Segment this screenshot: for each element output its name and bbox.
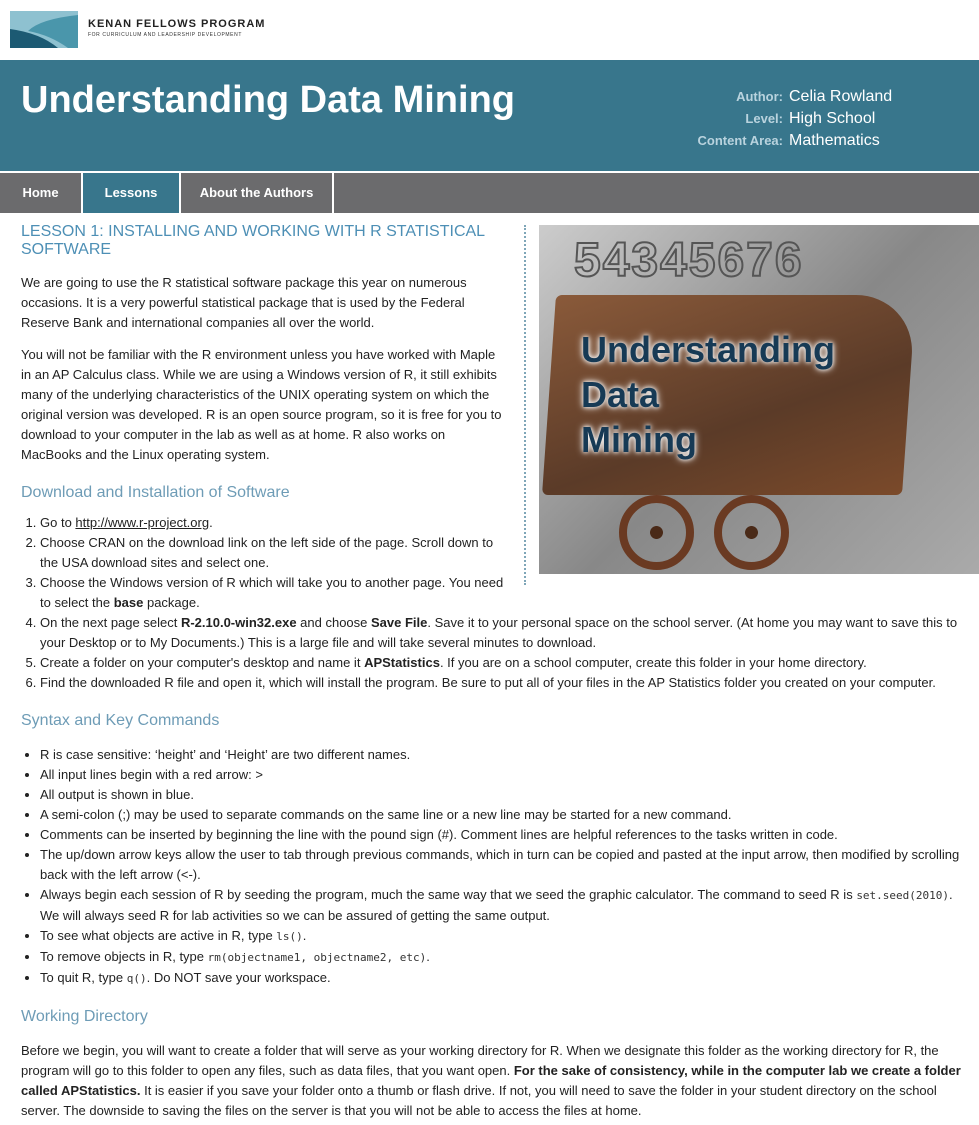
main-nav [0,173,979,213]
download-heading: Download and Installation of Software [21,484,290,501]
list-item: 6. Find the downloaded R file and open it, which will install the program. Be sure to put all of your files in the AP Statistics folder you created on your computer. [40,673,963,693]
intro-paragraph: You will not be familiar with the R environment unless you have worked with Maple in an AP Calculus class. While we are using a Windows version of R, it still exhibits many of the underlying characteristics of the UNIX operating system on which the original version was developed. R is an open source program, so it is free for you to download to your computer in the lab as well as at home. R also works on MacBooks and the Linux operating system. [21,347,502,462]
list-item: • A semi-colon (;) may be used to separate commands on the same line or a new line may be started for a new command. [40,805,963,825]
logo-mark-icon [10,11,78,48]
hero-text-line: Mining [581,419,697,460]
logo-subtitle: FOR CURRICULUM AND LEADERSHIP DEVELOPMENT [88,32,242,38]
list-item: • All input lines begin with a red arrow: > [40,765,963,785]
r-project-link[interactable]: http://www.r-project.org [75,515,210,530]
syntax-list [40,745,963,989]
hero-image-container [524,225,979,585]
hero-text-line: Data [581,374,660,415]
header-banner [0,60,979,171]
list-item: • R is case sensitive: ‘height’ and ‘Height’ are two different names. [40,745,963,765]
hero-numbers: 54345676 [574,234,804,287]
hero-image [539,225,979,574]
list-item: • Comments can be inserted by beginning the line with the pound sign (#). Comment lines are helpful references to the tasks written in code. [40,825,963,845]
nav-home[interactable]: Home [0,173,83,213]
list-item: • Always begin each session of R by seeding the program, much the same way that we seed the graphic calculator. The command to seed R is set.seed(2010). We will always seed R for lab activities so we can be assured of getting the same output. [40,885,963,926]
logo-name: KENAN FELLOWS PROGRAM [88,18,266,30]
list-item: • To quit R, type q(). Do NOT save your workspace. [40,968,963,989]
list-item: 1. Go to http://www.r-project.org. [40,513,963,533]
hero-text-line: Understanding [581,329,836,370]
nav-lessons[interactable]: Lessons [83,173,181,213]
syntax-heading: Syntax and Key Commands [21,712,220,729]
main-content [0,213,979,1121]
author-value: Celia Rowland [789,88,893,105]
list-item: 4. On the next page select R-2.10.0-win32.exe and choose Save File. Save it to your personal space on the school server. (At home you may want to save this to your Desktop or to My Documents.) This is a large file and will take several minutes to download. [40,613,963,653]
list-item: • To see what objects are active in R, type ls(). [40,926,963,947]
lesson-title: LESSON 1: INSTALLING AND WORKING WITH R STATISTICAL SOFTWARE [21,223,485,258]
author-label: Author: [736,89,783,104]
list-item: 5. Create a folder on your computer's desktop and name it APStatistics. If you are on a school computer, create this folder in your home directory. [40,653,963,673]
content-area-value: Mathematics [789,132,880,149]
cart-wheel [619,495,694,570]
list-item: • The up/down arrow keys allow the user to tab through previous commands, which in turn can be copied and pasted at the input arrow, then modified by scrolling back with the left arrow (<-). [40,845,963,885]
list-item: • To remove objects in R, type rm(objectname1, objectname2, etc). [40,947,963,968]
list-item: 2. Choose CRAN on the download link on the left side of the page. Scroll down to the USA download sites and select one. [40,533,963,573]
level-value: High School [789,110,876,127]
hero-text [581,327,835,462]
site-logo[interactable] [0,0,979,60]
list-item: 3. Choose the Windows version of R which will take you to another page. You need to select the base package. [40,573,963,613]
working-directory-paragraph: Before we begin, you will want to create a folder that will serve as your working directory for R. When we designate this folder as the working directory for R, the program will go to this folder to open any files, such as data files, that you want open. For the sake of consistency, while in the computer lab we create a folder called APStatistics. It is easier if you save your folder onto a thumb or flash drive. If not, you will need to save the folder in your student directory on the school server. The downside to saving the files on the server is that you will not be able to access the files at home. [21,1043,961,1118]
lesson-meta [698,86,909,152]
content-area-label: Content Area: [697,133,783,148]
working-directory-heading: Working Directory [21,1008,148,1025]
intro-paragraph: We are going to use the R statistical software package this year on numerous occasions. It is a very powerful statistical package that is used by the Federal Reserve Bank and international companies all over the world. [21,275,467,330]
level-label: Level: [745,111,783,126]
list-item: • All output is shown in blue. [40,785,963,805]
cart-wheel [714,495,789,570]
site-title: Understanding Data Mining [21,79,515,121]
nav-about-authors[interactable]: About the Authors [181,173,334,213]
